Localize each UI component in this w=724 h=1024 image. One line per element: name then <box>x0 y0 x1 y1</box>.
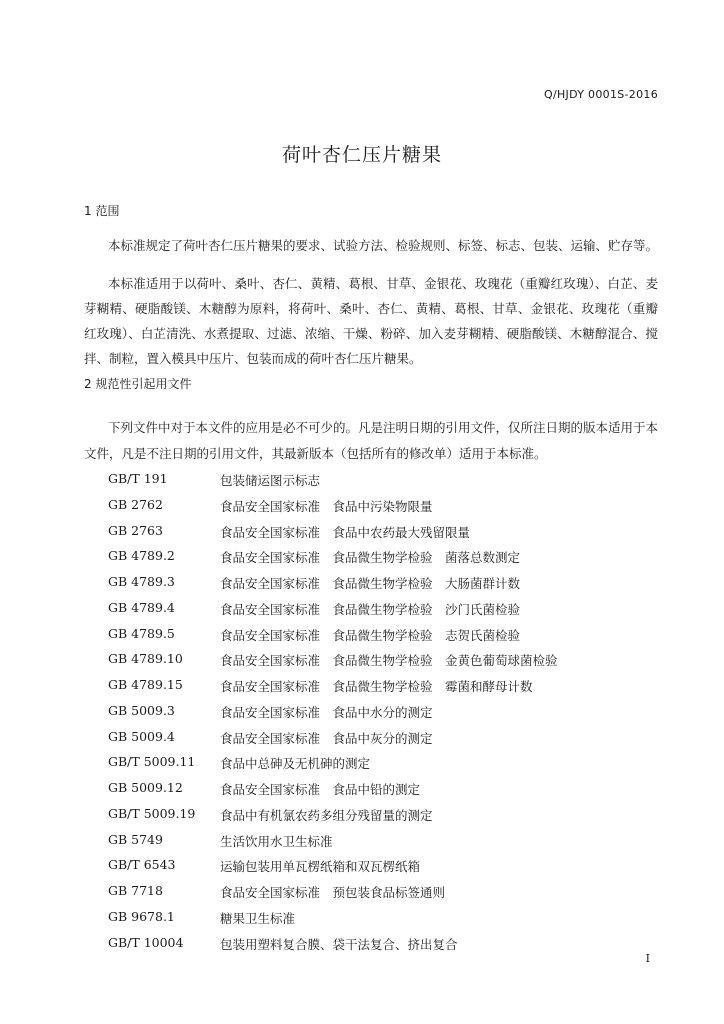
document-title: 荷叶杏仁压片糖果 <box>281 144 442 166</box>
reference-row <box>84 622 658 648</box>
reference-title: 食品安全国家标准 预包装食品标签通则 <box>220 885 446 900</box>
reference-code: GB 5009.12 <box>108 780 183 795</box>
standard-code: Q/HJDY 0001S-2016 <box>543 88 658 101</box>
reference-title: 食品安全国家标准 食品中农药最大残留限量 <box>220 524 471 540</box>
reference-code: GB 4789.2 <box>108 548 175 564</box>
reference-row <box>84 570 658 596</box>
reference-code: GB 9678.1 <box>108 908 175 924</box>
reference-row <box>84 905 658 931</box>
reference-code: GB/T 191 <box>108 471 168 486</box>
reference-title: 食品安全国家标准 食品微生物学检验 大肠菌群计数 <box>220 576 521 591</box>
page-number: I <box>645 952 650 965</box>
reference-title: 食品中总砷及无机砷的测定 <box>220 756 371 772</box>
reference-code: GB 4789.5 <box>108 625 175 641</box>
reference-title: 食品安全国家标准 食品微生物学检验 金黄色葡萄球菌检验 <box>220 653 558 669</box>
reference-code: GB/T 10004 <box>108 934 184 950</box>
reference-title: 食品安全国家标准 食品微生物学检验 菌落总数测定 <box>220 550 521 566</box>
reference-code: GB 4789.15 <box>108 677 183 692</box>
section-heading-normative: 2 规范性引起用文件 <box>84 377 192 391</box>
reference-title: 食品中有机氯农药多组分残留量的测定 <box>220 807 433 823</box>
reference-row <box>84 931 658 957</box>
reference-code: GB 4789.4 <box>108 599 175 615</box>
reference-code: GB 7718 <box>108 883 163 898</box>
reference-code: GB/T 5009.19 <box>108 805 196 821</box>
reference-code: GB 5009.3 <box>108 702 175 718</box>
reference-code: GB 4789.3 <box>108 574 175 589</box>
reference-code: GB 2763 <box>108 522 163 538</box>
reference-code: GB 4789.10 <box>108 651 183 667</box>
reference-title: 食品安全国家标准 食品微生物学检验 志贺氏菌检验 <box>220 627 521 643</box>
reference-code: GB/T 5009.11 <box>108 754 196 770</box>
reference-title: 食品安全国家标准 食品中污染物限量 <box>220 498 433 514</box>
reference-title: 食品安全国家标准 食品微生物学检验 霉菌和酵母计数 <box>220 679 533 694</box>
reference-row <box>84 802 658 828</box>
reference-row <box>84 596 658 622</box>
reference-row <box>84 647 658 673</box>
reference-row <box>84 544 658 570</box>
reference-row <box>84 853 658 879</box>
reference-title: 生活饮用水卫生标准 <box>220 833 333 849</box>
reference-row <box>84 673 658 699</box>
reference-row <box>84 699 658 725</box>
reference-title: 包装用塑料复合膜、袋干法复合、挤出复合 <box>220 936 458 952</box>
reference-row <box>84 519 658 545</box>
reference-row <box>84 725 658 751</box>
reference-title: 食品安全国家标准 食品中水分的测定 <box>220 704 433 720</box>
reference-row <box>84 467 658 493</box>
reference-row <box>84 879 658 905</box>
reference-code: GB/T 6543 <box>108 857 176 873</box>
reference-title: 包装储运图示标志 <box>220 473 321 488</box>
section-heading-scope: 1 范围 <box>84 204 120 218</box>
reference-title: 糖果卫生标准 <box>220 910 296 926</box>
reference-list <box>84 467 658 956</box>
reference-row <box>84 776 658 802</box>
reference-row <box>84 493 658 519</box>
reference-title: 食品安全国家标准 食品中铅的测定 <box>220 782 421 797</box>
scope-paragraph-2: 本标准适用于以荷叶、桑叶、杏仁、黄精、葛根、甘草、金银花、玫瑰花（重瓣红玫瑰）、白芷、麦芽糊精、硬脂酸镁、木糖醇为原料，将荷叶、桑叶、杏仁、黄精、葛根、甘草、金银花、玫瑰花（重瓣红玫瑰）、白芷清洗、水煮提取、过滤、浓缩、干燥、粉碎、加入麦芽糊精、硬脂酸镁、木糖醇混合、搅拌、制粒，置入模具中压片、包装而成的荷叶杏仁压片糖果。 <box>84 276 658 366</box>
reference-code: GB 2762 <box>108 496 163 512</box>
reference-title: 食品安全国家标准 食品中灰分的测定 <box>220 730 433 746</box>
scope-paragraph-1: 本标准规定了荷叶杏仁压片糖果的要求、试验方法、检验规则、标签、标志、包装、运输、贮存等。 <box>108 238 659 253</box>
reference-row <box>84 828 658 854</box>
reference-code: GB 5749 <box>108 831 163 847</box>
reference-title: 食品安全国家标准 食品微生物学检验 沙门氏菌检验 <box>220 601 521 617</box>
reference-code: GB 5009.4 <box>108 728 175 744</box>
reference-row <box>84 750 658 776</box>
normative-intro: 下列文件中对于本文件的应用是必不可少的。凡是注明日期的引用文件，仅所注日期的版本适用于本文件，凡是不注日期的引用文件，其最新版本（包括所有的修改单）适用于本标准。 <box>84 420 659 461</box>
reference-title: 运输包装用单瓦楞纸箱和双瓦楞纸箱 <box>220 859 421 875</box>
